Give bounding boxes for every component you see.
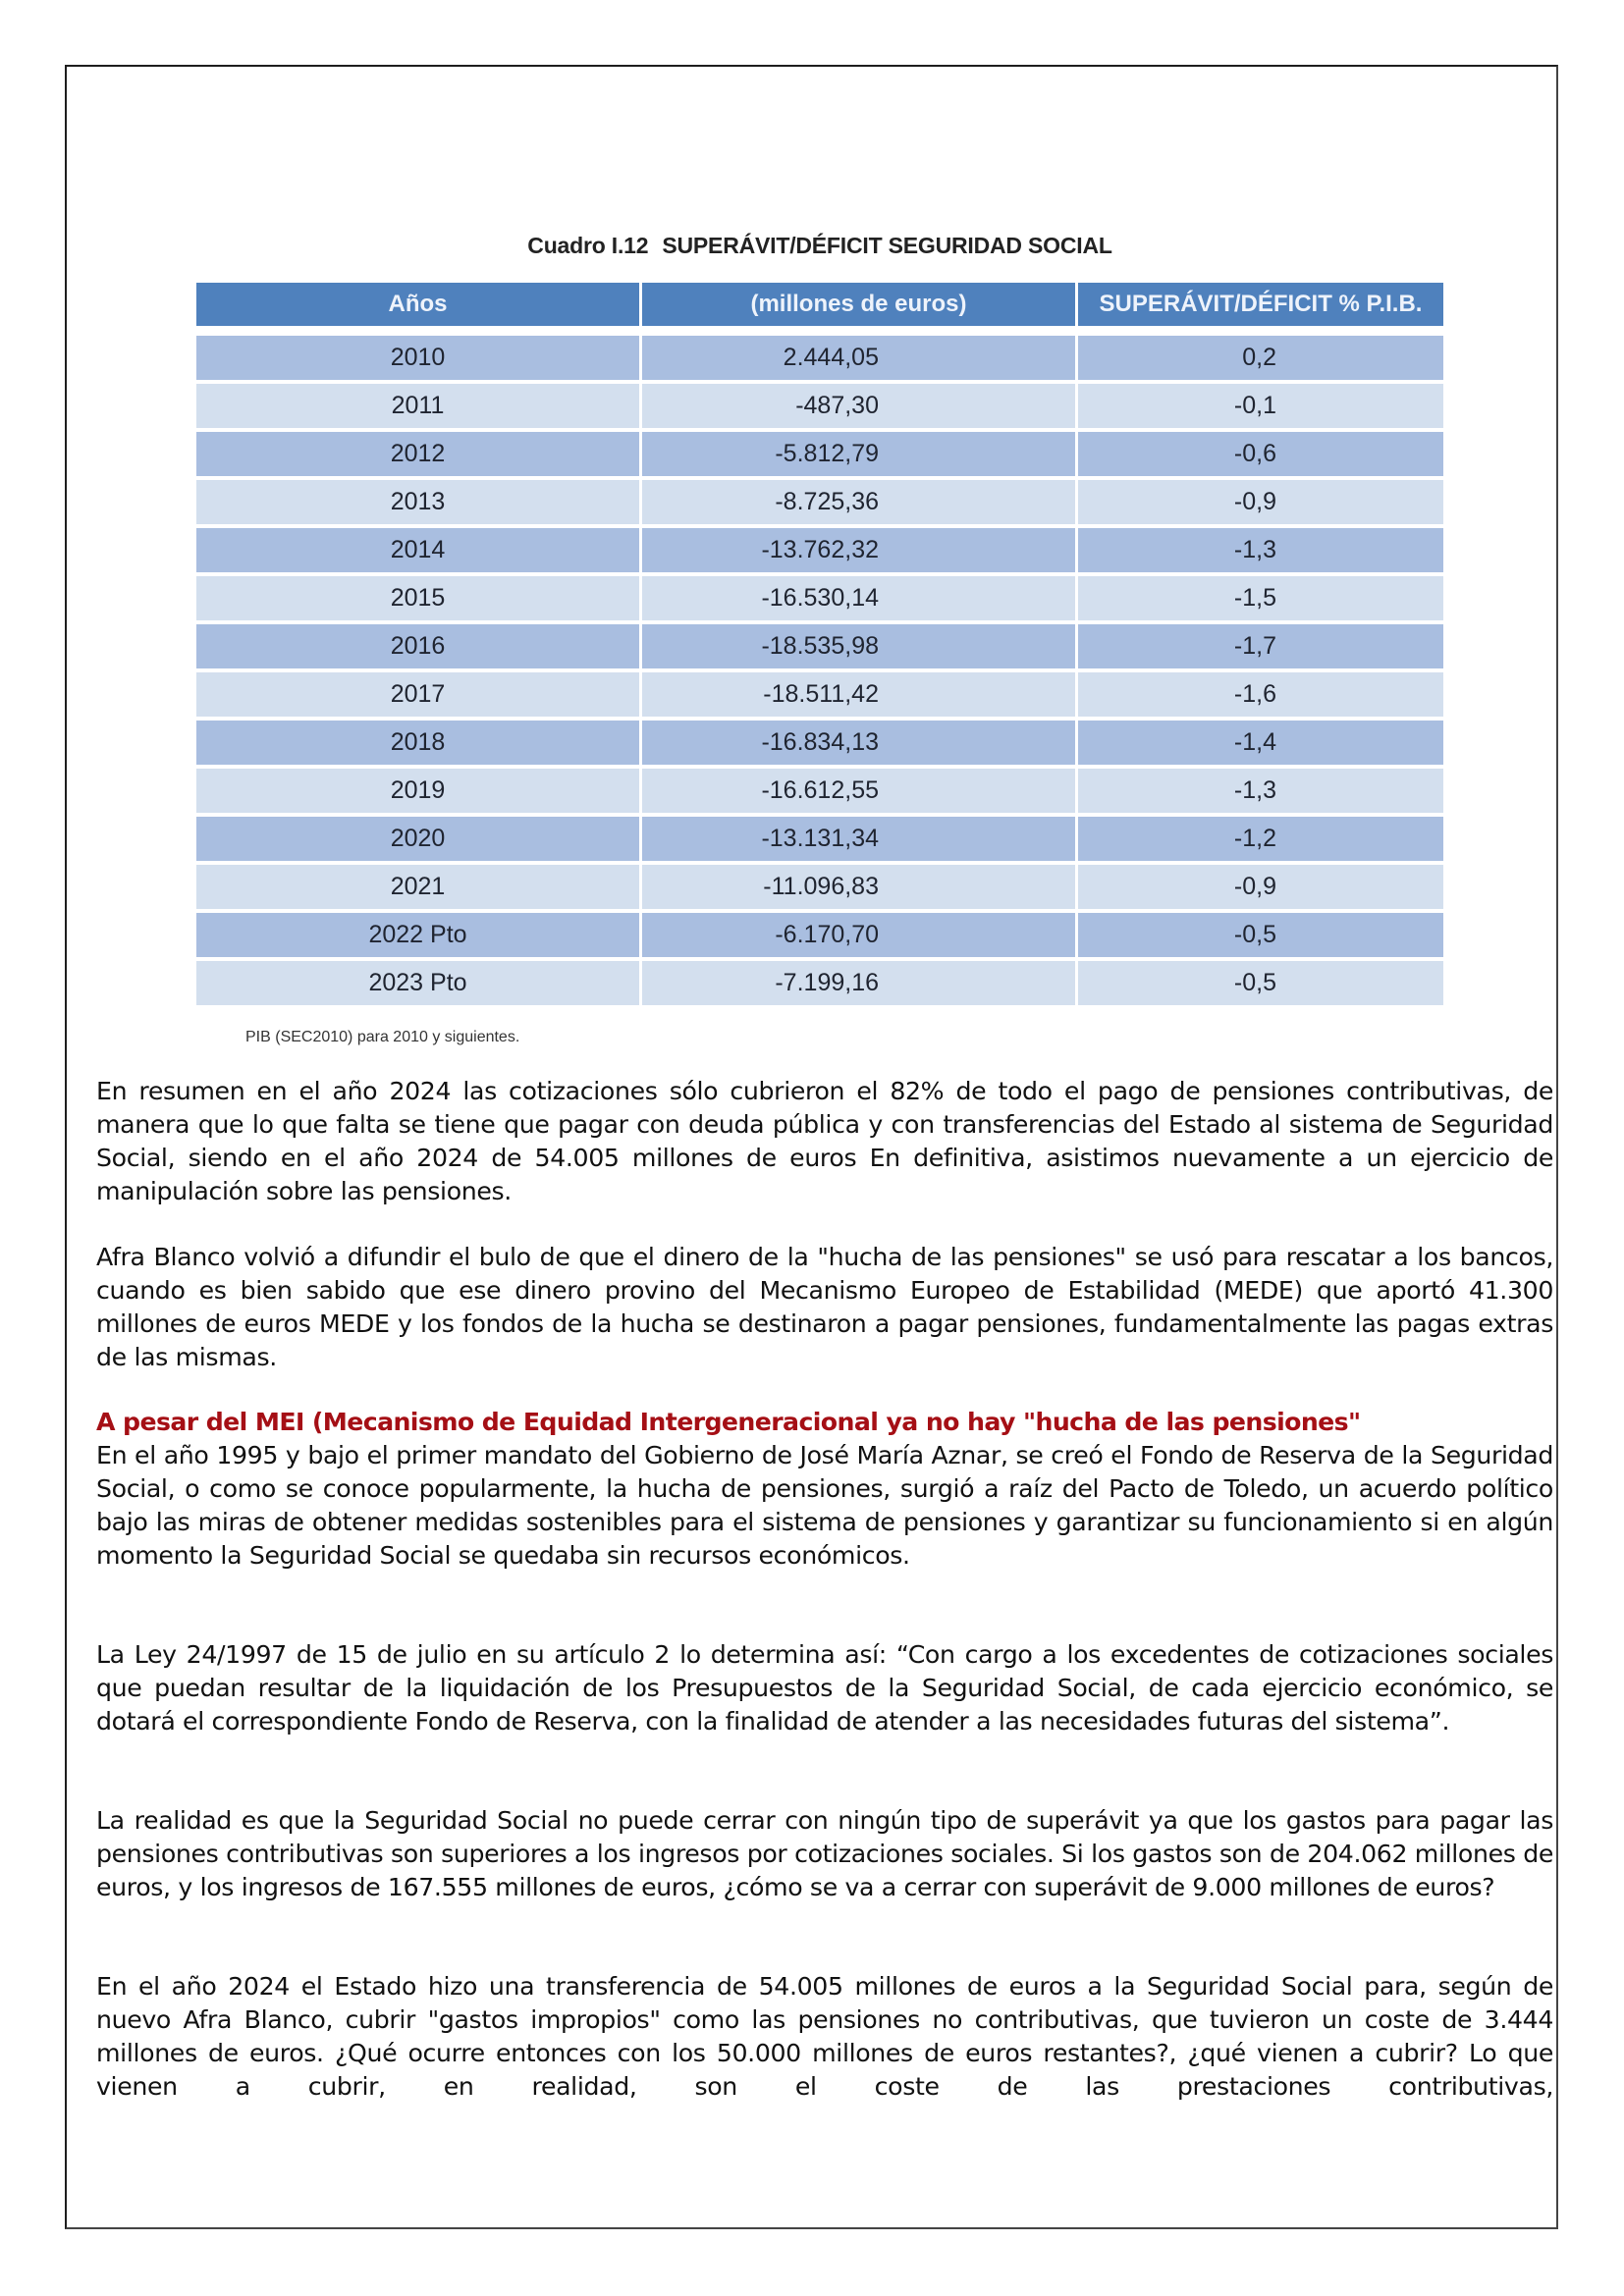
cell-year: 2017	[196, 672, 639, 717]
cell-pct: -1,7	[1078, 624, 1443, 668]
cell-year: 2023 Pto	[196, 961, 639, 1005]
cell-amount: -7.199,16	[642, 961, 1075, 1005]
cell-pct: -1,5	[1078, 576, 1443, 620]
table-row	[196, 865, 1443, 909]
cell-pct: -1,3	[1078, 528, 1443, 572]
cell-pct: -0,9	[1078, 865, 1443, 909]
cell-amount: -6.170,70	[642, 913, 1075, 957]
cell-amount: -13.762,32	[642, 528, 1075, 572]
table-row	[196, 913, 1443, 957]
table-footnote: PIB (SEC2010) para 2010 y siguientes.	[245, 1029, 520, 1045]
cell-year: 2015	[196, 576, 639, 620]
cell-amount: -18.511,42	[642, 672, 1075, 717]
column-header-years: Años	[196, 283, 639, 326]
cell-amount: -487,30	[642, 384, 1075, 428]
cell-pct: -1,2	[1078, 817, 1443, 861]
cell-amount: -11.096,83	[642, 865, 1075, 909]
cell-year: 2011	[196, 384, 639, 428]
table-row	[196, 480, 1443, 524]
cell-amount: -5.812,79	[642, 432, 1075, 476]
paragraph-fondo-reserva: En el año 1995 y bajo el primer mandato del Gobierno de José María Aznar, se creó el Fondo de Reserva de la Seguridad Social, o como se conoce popularmente, la hucha de pensiones, surgió a raíz del Pacto de Toledo, un acuerdo político bajo las miras de obtener medidas sostenibles para el sistema de pensiones y garantizar su funcionamiento si en algún momento la Seguridad Social se quedaba sin recursos económicos.	[96, 1441, 1553, 1570]
cell-pct: -0,6	[1078, 432, 1443, 476]
cell-year: 2016	[196, 624, 639, 668]
paragraph-realidad-superavit: La realidad es que la Seguridad Social no puede cerrar con ningún tipo de superávit ya que los gastos para pagar las pensiones contributivas son superiores a los ingresos por cotizaciones sociales. Si los gastos son de 204.062 millones de euros, y los ingresos de 167.555 millones de euros, ¿cómo se va a cerrar con superávit de 9.000 millones de euros?	[96, 1806, 1553, 1901]
table-title-code: Cuadro I.12	[527, 233, 649, 258]
cell-pct: -0,5	[1078, 913, 1443, 957]
paragraph-transferencia-2024: En el año 2024 el Estado hizo una transferencia de 54.005 millones de euros a la Seguridad Social para, según de nuevo Afra Blanco, cubrir "gastos impropios" como las pensiones no contributivas, que tuvieron un coste de 3.444 millones de euros. ¿Qué ocurre entonces con los 50.000 millones de euros restantes?, ¿qué vienen a cubrir? Lo que vienen a cubrir, en realidad, son el coste de las prestaciones contributivas,	[96, 1972, 1553, 2101]
cell-pct: -1,6	[1078, 672, 1443, 717]
cell-year: 2021	[196, 865, 639, 909]
cell-amount: -16.612,55	[642, 769, 1075, 813]
paragraph-ley-24-1997: La Ley 24/1997 de 15 de julio en su artículo 2 lo determina así: “Con cargo a los excedentes de cotizaciones sociales que puedan resultar de la liquidación de los Presupuestos de la Seguridad Social, de cada ejercicio económico, se dotará el correspondiente Fondo de Reserva, con la finalidad de atender a las necesidades futuras del sistema”.	[96, 1640, 1553, 1735]
table-row	[196, 817, 1443, 861]
cell-pct: -0,9	[1078, 480, 1443, 524]
table-row	[196, 432, 1443, 476]
column-header-amount: (millones de euros)	[642, 283, 1075, 326]
cell-amount: 2.444,05	[642, 336, 1075, 380]
cell-year: 2013	[196, 480, 639, 524]
deficit-table	[193, 279, 1446, 1009]
cell-year: 2014	[196, 528, 639, 572]
cell-pct: 0,2	[1078, 336, 1443, 380]
table-row	[196, 961, 1443, 1005]
section-heading-mei: A pesar del MEI (Mecanismo de Equidad Intergeneracional ya no hay "hucha de las pensiones"	[96, 1408, 1361, 1436]
cell-amount: -13.131,34	[642, 817, 1075, 861]
cell-pct: -0,5	[1078, 961, 1443, 1005]
cell-amount: -16.530,14	[642, 576, 1075, 620]
cell-amount: -8.725,36	[642, 480, 1075, 524]
table-title-text: SUPERÁVIT/DÉFICIT SEGURIDAD SOCIAL	[662, 233, 1112, 258]
table-row	[196, 528, 1443, 572]
deficit-table-figure	[187, 221, 1453, 1065]
table-row	[196, 384, 1443, 428]
cell-year: 2022 Pto	[196, 913, 639, 957]
cell-amount: -18.535,98	[642, 624, 1075, 668]
cell-pct: -1,4	[1078, 721, 1443, 765]
cell-year: 2020	[196, 817, 639, 861]
table-row	[196, 576, 1443, 620]
cell-year: 2018	[196, 721, 639, 765]
cell-pct: -0,1	[1078, 384, 1443, 428]
table-row	[196, 769, 1443, 813]
table-row	[196, 624, 1443, 668]
column-header-pct-gdp: SUPERÁVIT/DÉFICIT % P.I.B.	[1078, 283, 1443, 326]
table-title	[187, 233, 1453, 259]
paragraph-afra-blanco-hucha: Afra Blanco volvió a difundir el bulo de que el dinero de la "hucha de las pensiones" se usó para rescatar a los bancos, cuando es bien sabido que ese dinero provino del Mecanismo Europeo de Estabilidad (MEDE) que aportó 41.300 millones de euros MEDE y los fondos de la hucha se destinaron a pagar pensiones, fundamentalmente las pagas extras de las mismas.	[96, 1243, 1553, 1371]
cell-pct: -1,3	[1078, 769, 1443, 813]
paragraph-summary: En resumen en el año 2024 las cotizaciones sólo cubrieron el 82% de todo el pago de pensiones contributivas, de manera que lo que falta se tiene que pagar con deuda pública y con transferencias del Estado al sistema de Seguridad Social, siendo en el año 2024 de 54.005 millones de euros En definitiva, asistimos nuevamente a un ejercicio de manipulación sobre las pensiones.	[96, 1077, 1553, 1205]
table-row	[196, 672, 1443, 717]
table-row	[196, 721, 1443, 765]
table-row	[196, 336, 1443, 380]
cell-amount: -16.834,13	[642, 721, 1075, 765]
cell-year: 2012	[196, 432, 639, 476]
table-header-row	[196, 283, 1443, 326]
cell-year: 2019	[196, 769, 639, 813]
cell-year: 2010	[196, 336, 639, 380]
